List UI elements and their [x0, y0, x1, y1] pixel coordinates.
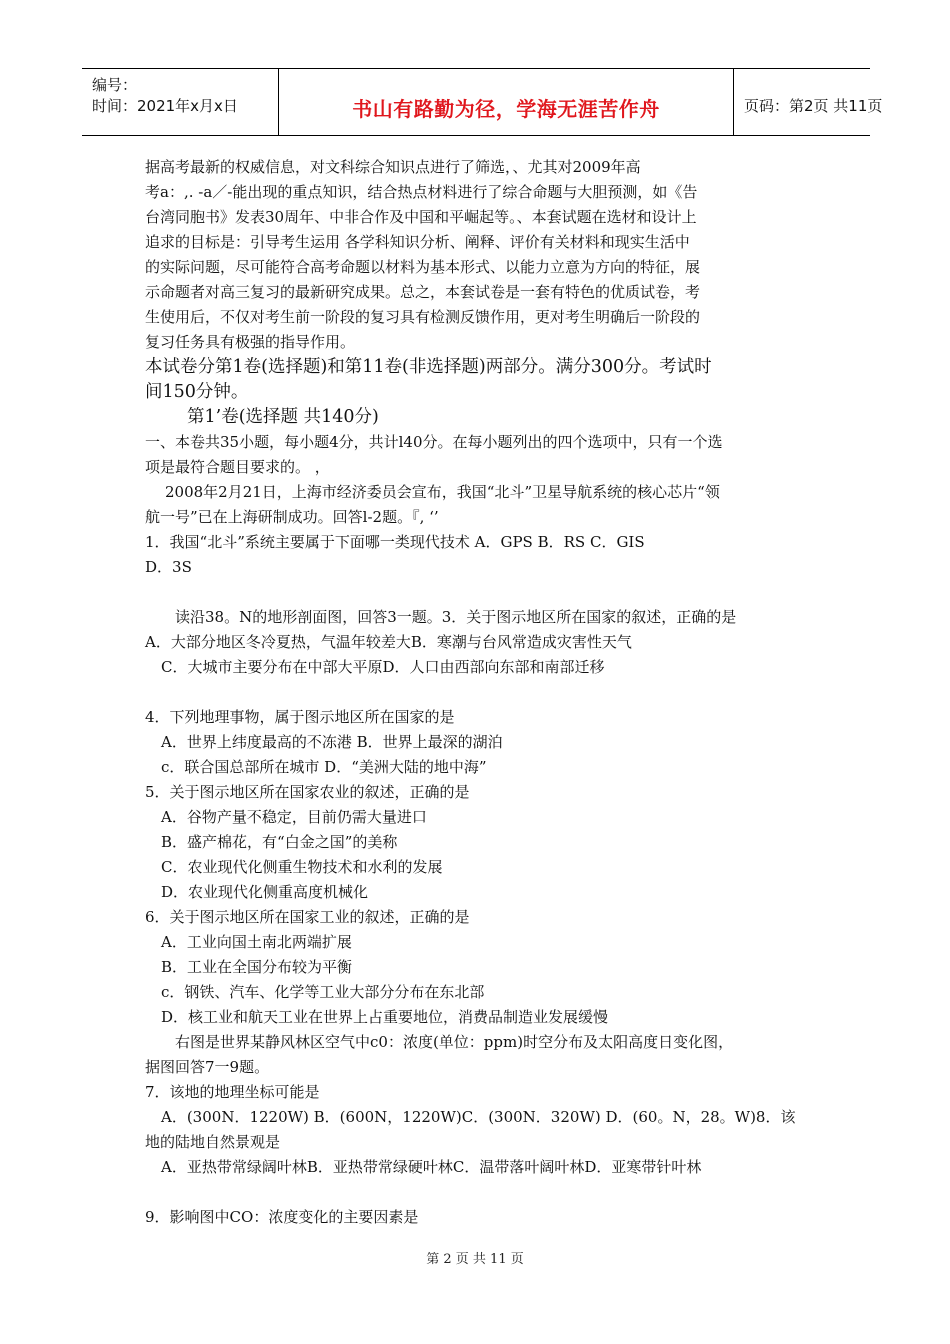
question-6-option: c．钢铁、汽车、化学等工业大部分分布在东北部: [161, 983, 485, 1001]
doc-time-label: 时间：2021年x月x日: [92, 97, 238, 115]
question-4-option: c．联合国总部所在城市 D．“美洲大陆的地中海”: [161, 758, 487, 776]
passage-line: 右图是世界某静风林区空气中c0：浓度(单位：ppm)时空分布及太阳高度日变化图，: [175, 1033, 734, 1051]
question-1-line: D．3S: [145, 558, 192, 576]
header-motto: 书山有路勤为径，学海无涯苦作舟: [352, 97, 660, 121]
question-6-option: B．工业在全国分布较为平衡: [161, 958, 353, 976]
instruction-line: 项是最符合题目要求的。 ，: [145, 458, 330, 476]
spacer: [145, 680, 815, 705]
intro-line: 的实际问题，尽可能符合高考命题以材料为基本形式、以能力立意为方向的特征，展: [145, 258, 701, 276]
intro-line: 追求的目标是：引导考生运用 各学科知识分析、阐释、评价有关材料和现实生活中: [145, 233, 690, 251]
spacer: [145, 1180, 815, 1205]
question-5-option: B．盛产棉花，有“白金之国”的美称: [161, 833, 398, 851]
intro-line: 考a：,. -a／-能出现的重点知识，结合热点材料进行了综合命题与大胆预测，如《告: [145, 183, 698, 201]
question-9-stem: 9．影响图中CO：浓度变化的主要因素是: [145, 1208, 419, 1226]
header-page-cell: [734, 69, 883, 135]
question-3-option: A．大部分地区冬冷夏热，气温年较差大B．寒潮与台风常造成灾害性天气: [145, 633, 632, 651]
exam-info-line: 本试卷分第1卷(选择题)和第11卷(非选择题)两部分。满分300分。考试时: [145, 357, 712, 377]
intro-line: 示命题者对高三复习的最新研究成果。总之，本套试卷是一套有特色的优质试卷，考: [145, 283, 701, 301]
question-3-option: C．大城市主要分布在中部大平原D．人口由西部向东部和南部迁移: [161, 658, 605, 676]
passage-line: 2008年2月21日，上海市经济委员会宣布，我国“北斗”卫星导航系统的核心芯片“领: [165, 483, 720, 501]
question-5-stem: 5．关于图示地区所在国家农业的叙述，正确的是: [145, 783, 470, 801]
spacer: [145, 580, 815, 605]
header-motto-cell: [279, 69, 734, 135]
question-7-option: A．(300N．1220W) B．(600N，1220W)C．(300N．320W) D．(60。N，28。W)8．该: [161, 1108, 796, 1126]
header-page-label: 页码：第2页 共11页: [744, 97, 883, 115]
question-8-option: A．亚热带常绿阔叶林B．亚热带常绿硬叶林C．温带落叶阔叶林D．亚寒带针叶林: [161, 1158, 702, 1176]
exam-info-line: 间150分钟。: [145, 382, 249, 402]
question-6-option: A．工业向国土南北两端扩展: [161, 933, 352, 951]
question-5-option: C．农业现代化侧重生物技术和水利的发展: [161, 858, 443, 876]
passage-line: 据图回答7一9题。: [145, 1058, 270, 1076]
intro-line: 复习任务具有极强的指导作用。: [145, 333, 356, 351]
document-body: [145, 155, 815, 1230]
instruction-line: 一、本卷共35小题，每小题4分，共计l40分。在每小题列出的四个选项中，只有一个选: [145, 433, 723, 451]
page-footer: 第 2 页 共 11 页: [426, 1252, 524, 1267]
question-8-stem: 地的陆地自然景观是: [145, 1133, 281, 1151]
question-1-line: 1．我国“北斗”系统主要属于下面哪一类现代技术 A．GPS B．RS C．GIS: [145, 533, 645, 551]
header-meta-cell: [82, 69, 279, 135]
page-header: [82, 68, 883, 136]
doc-number-label: 编号：: [92, 76, 138, 94]
passage-line: 读沿38。N的地形剖面图，回答3一题。3．关于图示地区所在国家的叙述，正确的是: [175, 608, 737, 626]
intro-line: 生使用后，不仅对考生前一阶段的复习具有检测反馈作用，更对考生明确后一阶段的: [145, 308, 701, 326]
question-7-stem: 7．该地的地理坐标可能是: [145, 1083, 320, 1101]
question-5-option: A．谷物产量不稳定，目前仍需大量进口: [161, 808, 427, 826]
question-6-stem: 6．关于图示地区所在国家工业的叙述，正确的是: [145, 908, 470, 926]
intro-line: 据高考最新的权威信息，对文科综合知识点进行了筛选，、尤其对2009年高: [145, 158, 641, 176]
question-6-option: D．核工业和航天工业在世界上占重要地位，消费品制造业发展缓慢: [161, 1008, 609, 1026]
passage-line: 航一号”已在上海研制成功。回答l-2题。『, ‘’: [145, 508, 439, 526]
question-5-option: D．农业现代化侧重高度机械化: [161, 883, 369, 901]
section-title: 第1’卷(选择题 共140分): [187, 407, 379, 427]
question-4-stem: 4．下列地理事物，属于图示地区所在国家的是: [145, 708, 455, 726]
intro-line: 台湾同胞书》发表30周年、中非合作及中国和平崛起等。、本套试题在选材和设计上: [145, 208, 697, 226]
question-4-option: A．世界上纬度最高的不冻港 B．世界上最深的湖泊: [161, 733, 503, 751]
